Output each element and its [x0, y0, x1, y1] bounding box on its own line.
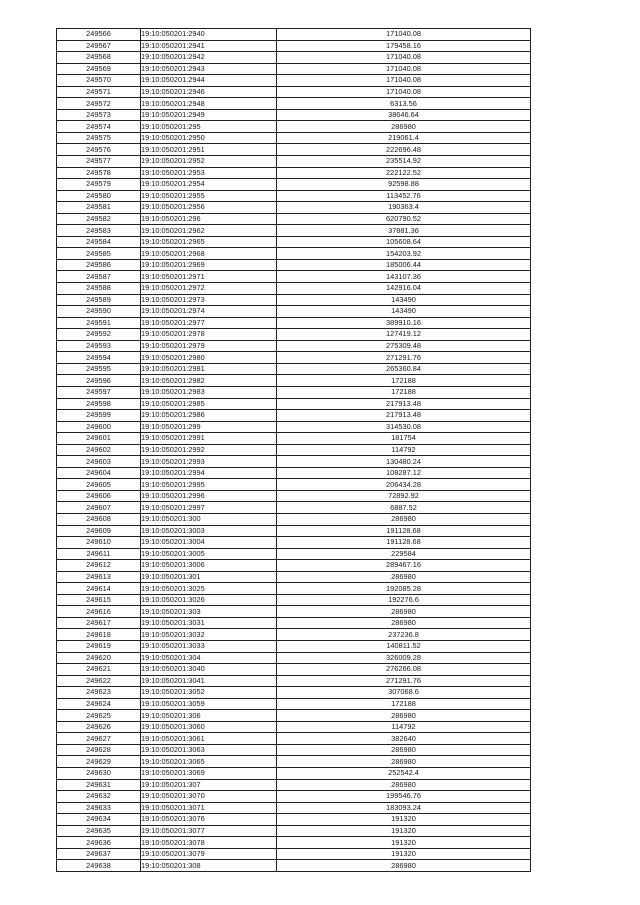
- value-cell: 127419.12: [277, 329, 531, 341]
- cadastral-number-cell: 19:10:050201:3032: [141, 629, 277, 641]
- cadastral-number-cell: 19:10:050201:2996: [141, 490, 277, 502]
- value-cell: 130480.24: [277, 456, 531, 468]
- table-row: [57, 825, 531, 837]
- row-number-cell: 249618: [57, 629, 141, 641]
- value-cell: 6887.52: [277, 502, 531, 514]
- table-row: [57, 617, 531, 629]
- row-number-cell: 249610: [57, 537, 141, 549]
- row-number-cell: 249576: [57, 144, 141, 156]
- cadastral-number-cell: 19:10:050201:2949: [141, 109, 277, 121]
- cadastral-number-cell: 19:10:050201:296: [141, 213, 277, 225]
- row-number-cell: 249578: [57, 167, 141, 179]
- value-cell: 286980: [277, 860, 531, 872]
- cadastral-number-cell: 19:10:050201:2943: [141, 63, 277, 75]
- cadastral-number-cell: 19:10:050201:307: [141, 779, 277, 791]
- cadastral-number-cell: 19:10:050201:2971: [141, 271, 277, 283]
- table-row: [57, 548, 531, 560]
- table-row: [57, 456, 531, 468]
- table-row: [57, 721, 531, 733]
- cadastral-number-cell: 19:10:050201:2992: [141, 444, 277, 456]
- value-cell: 275309.48: [277, 340, 531, 352]
- table-row: [57, 744, 531, 756]
- row-number-cell: 249635: [57, 825, 141, 837]
- cadastral-number-cell: 19:10:050201:3063: [141, 744, 277, 756]
- value-cell: 326009.28: [277, 652, 531, 664]
- value-cell: 171040.08: [277, 63, 531, 75]
- cadastral-number-cell: 19:10:050201:3079: [141, 848, 277, 860]
- value-cell: 219061.4: [277, 132, 531, 144]
- table-row: [57, 848, 531, 860]
- value-cell: 286980: [277, 779, 531, 791]
- value-cell: 314530.08: [277, 421, 531, 433]
- value-cell: 172188: [277, 386, 531, 398]
- table-row: [57, 733, 531, 745]
- cadastral-number-cell: 19:10:050201:3003: [141, 525, 277, 537]
- table-row: [57, 791, 531, 803]
- table-row: [57, 236, 531, 248]
- table-row: [57, 156, 531, 168]
- table-row: [57, 109, 531, 121]
- table-row: [57, 525, 531, 537]
- table-row: [57, 202, 531, 214]
- value-cell: 108287.12: [277, 467, 531, 479]
- value-cell: 171040.08: [277, 75, 531, 87]
- value-cell: 191320: [277, 837, 531, 849]
- value-cell: 191320: [277, 825, 531, 837]
- value-cell: 72892.92: [277, 490, 531, 502]
- row-number-cell: 249577: [57, 156, 141, 168]
- row-number-cell: 249586: [57, 259, 141, 271]
- value-cell: 142916.04: [277, 283, 531, 295]
- table-row: [57, 225, 531, 237]
- row-number-cell: 249587: [57, 271, 141, 283]
- row-number-cell: 249593: [57, 340, 141, 352]
- value-cell: 143490: [277, 294, 531, 306]
- row-number-cell: 249575: [57, 132, 141, 144]
- cadastral-number-cell: 19:10:050201:2993: [141, 456, 277, 468]
- cadastral-number-cell: 19:10:050201:3070: [141, 791, 277, 803]
- row-number-cell: 249620: [57, 652, 141, 664]
- cadastral-number-cell: 19:10:050201:301: [141, 571, 277, 583]
- value-cell: 286980: [277, 121, 531, 133]
- table-row: [57, 167, 531, 179]
- table-row: [57, 386, 531, 398]
- cadastral-number-cell: 19:10:050201:2942: [141, 52, 277, 64]
- value-cell: 265360.84: [277, 363, 531, 375]
- row-number-cell: 249607: [57, 502, 141, 514]
- value-cell: 191128.68: [277, 525, 531, 537]
- cadastral-number-cell: 19:10:050201:2965: [141, 236, 277, 248]
- table-row: [57, 352, 531, 364]
- table-row: [57, 479, 531, 491]
- value-cell: 276266.08: [277, 664, 531, 676]
- value-cell: 143107.36: [277, 271, 531, 283]
- table-row: [57, 560, 531, 572]
- table-row: [57, 179, 531, 191]
- cadastral-number-cell: 19:10:050201:2952: [141, 156, 277, 168]
- cadastral-number-cell: 19:10:050201:3005: [141, 548, 277, 560]
- row-number-cell: 249637: [57, 848, 141, 860]
- row-number-cell: 249624: [57, 698, 141, 710]
- table-row: [57, 190, 531, 202]
- value-cell: 252542.4: [277, 768, 531, 780]
- cadastral-number-cell: 19:10:050201:2978: [141, 329, 277, 341]
- row-number-cell: 249570: [57, 75, 141, 87]
- cadastral-number-cell: 19:10:050201:3061: [141, 733, 277, 745]
- value-cell: 191128.68: [277, 537, 531, 549]
- cadastral-number-cell: 19:10:050201:2994: [141, 467, 277, 479]
- row-number-cell: 249626: [57, 721, 141, 733]
- row-number-cell: 249636: [57, 837, 141, 849]
- row-number-cell: 249606: [57, 490, 141, 502]
- value-cell: 229584: [277, 548, 531, 560]
- cadastral-number-cell: 19:10:050201:3069: [141, 768, 277, 780]
- table-row: [57, 317, 531, 329]
- row-number-cell: 249628: [57, 744, 141, 756]
- value-cell: 154203.92: [277, 248, 531, 260]
- value-cell: 237236.8: [277, 629, 531, 641]
- row-number-cell: 249619: [57, 640, 141, 652]
- row-number-cell: 249574: [57, 121, 141, 133]
- table-row: [57, 606, 531, 618]
- row-number-cell: 249592: [57, 329, 141, 341]
- row-number-cell: 249584: [57, 236, 141, 248]
- value-cell: 389910.16: [277, 317, 531, 329]
- row-number-cell: 249621: [57, 664, 141, 676]
- row-number-cell: 249595: [57, 363, 141, 375]
- value-cell: 620790.52: [277, 213, 531, 225]
- cadastral-number-cell: 19:10:050201:3026: [141, 594, 277, 606]
- table-row: [57, 583, 531, 595]
- cadastral-number-cell: 19:10:050201:2986: [141, 410, 277, 422]
- row-number-cell: 249598: [57, 398, 141, 410]
- value-cell: 235514.92: [277, 156, 531, 168]
- value-cell: 37881.36: [277, 225, 531, 237]
- value-cell: 185006.44: [277, 259, 531, 271]
- row-number-cell: 249625: [57, 710, 141, 722]
- cadastral-number-cell: 19:10:050201:2962: [141, 225, 277, 237]
- table-row: [57, 271, 531, 283]
- cadastral-number-cell: 19:10:050201:3065: [141, 756, 277, 768]
- cadastral-number-cell: 19:10:050201:2968: [141, 248, 277, 260]
- row-number-cell: 249629: [57, 756, 141, 768]
- value-cell: 114792: [277, 444, 531, 456]
- cadastral-number-cell: 19:10:050201:3041: [141, 675, 277, 687]
- cadastral-number-cell: 19:10:050201:2972: [141, 283, 277, 295]
- value-cell: 286980: [277, 744, 531, 756]
- cadastral-number-cell: 19:10:050201:2997: [141, 502, 277, 514]
- row-number-cell: 249591: [57, 317, 141, 329]
- cadastral-number-cell: 19:10:050201:3040: [141, 664, 277, 676]
- value-cell: 206434.28: [277, 479, 531, 491]
- value-cell: 105608.64: [277, 236, 531, 248]
- value-cell: 382640: [277, 733, 531, 745]
- cadastral-number-cell: 19:10:050201:2981: [141, 363, 277, 375]
- row-number-cell: 249623: [57, 687, 141, 699]
- row-number-cell: 249613: [57, 571, 141, 583]
- table-row: [57, 698, 531, 710]
- table-row: [57, 860, 531, 872]
- table-row: [57, 132, 531, 144]
- value-cell: 179458.16: [277, 40, 531, 52]
- cadastral-number-cell: 19:10:050201:2946: [141, 86, 277, 98]
- row-number-cell: 249599: [57, 410, 141, 422]
- cadastral-number-cell: 19:10:050201:3052: [141, 687, 277, 699]
- table-row: [57, 802, 531, 814]
- cadastral-value-table: [56, 28, 531, 872]
- value-cell: 191320: [277, 848, 531, 860]
- table-row: [57, 421, 531, 433]
- row-number-cell: 249566: [57, 29, 141, 41]
- cadastral-number-cell: 19:10:050201:2969: [141, 259, 277, 271]
- value-cell: 192085.28: [277, 583, 531, 595]
- table-row: [57, 398, 531, 410]
- cadastral-number-cell: 19:10:050201:2948: [141, 98, 277, 110]
- row-number-cell: 249615: [57, 594, 141, 606]
- row-number-cell: 249605: [57, 479, 141, 491]
- table-row: [57, 29, 531, 41]
- table-row: [57, 213, 531, 225]
- value-cell: 286980: [277, 710, 531, 722]
- value-cell: 113452.76: [277, 190, 531, 202]
- row-number-cell: 249581: [57, 202, 141, 214]
- table-row: [57, 75, 531, 87]
- table-row: [57, 363, 531, 375]
- row-number-cell: 249590: [57, 306, 141, 318]
- row-number-cell: 249597: [57, 386, 141, 398]
- value-cell: 222696.48: [277, 144, 531, 156]
- cadastral-number-cell: 19:10:050201:3033: [141, 640, 277, 652]
- table-row: [57, 248, 531, 260]
- cadastral-number-cell: 19:10:050201:2974: [141, 306, 277, 318]
- table-row: [57, 687, 531, 699]
- cadastral-number-cell: 19:10:050201:2979: [141, 340, 277, 352]
- table-row: [57, 410, 531, 422]
- cadastral-number-cell: 19:10:050201:2982: [141, 375, 277, 387]
- row-number-cell: 249589: [57, 294, 141, 306]
- value-cell: 271291.76: [277, 352, 531, 364]
- value-cell: 6313.56: [277, 98, 531, 110]
- value-cell: 171040.08: [277, 52, 531, 64]
- table-row: [57, 675, 531, 687]
- row-number-cell: 249594: [57, 352, 141, 364]
- cadastral-number-cell: 19:10:050201:2956: [141, 202, 277, 214]
- cadastral-number-cell: 19:10:050201:2940: [141, 29, 277, 41]
- value-cell: 92598.88: [277, 179, 531, 191]
- row-number-cell: 249627: [57, 733, 141, 745]
- row-number-cell: 249612: [57, 560, 141, 572]
- value-cell: 114792: [277, 721, 531, 733]
- row-number-cell: 249569: [57, 63, 141, 75]
- table-row: [57, 594, 531, 606]
- row-number-cell: 249601: [57, 433, 141, 445]
- cadastral-number-cell: 19:10:050201:3031: [141, 617, 277, 629]
- value-cell: 190363.4: [277, 202, 531, 214]
- cadastral-number-cell: 19:10:050201:303: [141, 606, 277, 618]
- row-number-cell: 249614: [57, 583, 141, 595]
- cadastral-number-cell: 19:10:050201:300: [141, 513, 277, 525]
- table-row: [57, 814, 531, 826]
- cadastral-number-cell: 19:10:050201:2950: [141, 132, 277, 144]
- row-number-cell: 249638: [57, 860, 141, 872]
- table-row: [57, 640, 531, 652]
- value-cell: 217913.48: [277, 398, 531, 410]
- table-row: [57, 63, 531, 75]
- row-number-cell: 249634: [57, 814, 141, 826]
- cadastral-number-cell: 19:10:050201:3006: [141, 560, 277, 572]
- value-cell: 222122.52: [277, 167, 531, 179]
- cadastral-number-cell: 19:10:050201:2983: [141, 386, 277, 398]
- cadastral-number-cell: 19:10:050201:308: [141, 860, 277, 872]
- table-row: [57, 259, 531, 271]
- table-row: [57, 306, 531, 318]
- value-cell: 172188: [277, 375, 531, 387]
- table-row: [57, 537, 531, 549]
- value-cell: 171040.08: [277, 29, 531, 41]
- value-cell: 192276.6: [277, 594, 531, 606]
- row-number-cell: 249600: [57, 421, 141, 433]
- cadastral-number-cell: 19:10:050201:299: [141, 421, 277, 433]
- table-row: [57, 768, 531, 780]
- cadastral-number-cell: 19:10:050201:3025: [141, 583, 277, 595]
- table-row: [57, 294, 531, 306]
- row-number-cell: 249580: [57, 190, 141, 202]
- cadastral-number-cell: 19:10:050201:2977: [141, 317, 277, 329]
- value-cell: 171040.08: [277, 86, 531, 98]
- value-cell: 38646.64: [277, 109, 531, 121]
- cadastral-number-cell: 19:10:050201:2980: [141, 352, 277, 364]
- table-row: [57, 329, 531, 341]
- row-number-cell: 249568: [57, 52, 141, 64]
- table-row: [57, 837, 531, 849]
- row-number-cell: 249616: [57, 606, 141, 618]
- value-cell: 181754: [277, 433, 531, 445]
- row-number-cell: 249604: [57, 467, 141, 479]
- row-number-cell: 249603: [57, 456, 141, 468]
- table-row: [57, 490, 531, 502]
- cadastral-number-cell: 19:10:050201:3071: [141, 802, 277, 814]
- cadastral-number-cell: 19:10:050201:306: [141, 710, 277, 722]
- table-row: [57, 375, 531, 387]
- row-number-cell: 249573: [57, 109, 141, 121]
- row-number-cell: 249617: [57, 617, 141, 629]
- value-cell: 271291.76: [277, 675, 531, 687]
- table-row: [57, 444, 531, 456]
- cadastral-number-cell: 19:10:050201:3004: [141, 537, 277, 549]
- row-number-cell: 249572: [57, 98, 141, 110]
- cadastral-number-cell: 19:10:050201:2953: [141, 167, 277, 179]
- table-row: [57, 144, 531, 156]
- value-cell: 286980: [277, 571, 531, 583]
- cadastral-number-cell: 19:10:050201:2955: [141, 190, 277, 202]
- cadastral-number-cell: 19:10:050201:3078: [141, 837, 277, 849]
- table-row: [57, 86, 531, 98]
- row-number-cell: 249588: [57, 283, 141, 295]
- value-cell: 286980: [277, 756, 531, 768]
- table-row: [57, 756, 531, 768]
- row-number-cell: 249571: [57, 86, 141, 98]
- value-cell: 217913.48: [277, 410, 531, 422]
- cadastral-number-cell: 19:10:050201:3059: [141, 698, 277, 710]
- row-number-cell: 249609: [57, 525, 141, 537]
- cadastral-number-cell: 19:10:050201:2944: [141, 75, 277, 87]
- row-number-cell: 249630: [57, 768, 141, 780]
- table-row: [57, 513, 531, 525]
- table-row: [57, 283, 531, 295]
- table-row: [57, 629, 531, 641]
- row-number-cell: 249622: [57, 675, 141, 687]
- cadastral-number-cell: 19:10:050201:3060: [141, 721, 277, 733]
- row-number-cell: 249633: [57, 802, 141, 814]
- cadastral-number-cell: 19:10:050201:2985: [141, 398, 277, 410]
- row-number-cell: 249583: [57, 225, 141, 237]
- table-row: [57, 121, 531, 133]
- cadastral-number-cell: 19:10:050201:3076: [141, 814, 277, 826]
- value-cell: 140811.52: [277, 640, 531, 652]
- cadastral-number-cell: 19:10:050201:2991: [141, 433, 277, 445]
- table-body: [57, 29, 531, 872]
- value-cell: 286980: [277, 617, 531, 629]
- cadastral-number-cell: 19:10:050201:2954: [141, 179, 277, 191]
- cadastral-number-cell: 19:10:050201:2995: [141, 479, 277, 491]
- cadastral-number-cell: 19:10:050201:3077: [141, 825, 277, 837]
- cadastral-number-cell: 19:10:050201:2973: [141, 294, 277, 306]
- row-number-cell: 249602: [57, 444, 141, 456]
- cadastral-number-cell: 19:10:050201:304: [141, 652, 277, 664]
- cadastral-number-cell: 19:10:050201:2951: [141, 144, 277, 156]
- table-row: [57, 40, 531, 52]
- row-number-cell: 249567: [57, 40, 141, 52]
- row-number-cell: 249631: [57, 779, 141, 791]
- value-cell: 199546.76: [277, 791, 531, 803]
- cadastral-number-cell: 19:10:050201:2941: [141, 40, 277, 52]
- row-number-cell: 249632: [57, 791, 141, 803]
- table-row: [57, 710, 531, 722]
- value-cell: 307068.6: [277, 687, 531, 699]
- cadastral-number-cell: 19:10:050201:295: [141, 121, 277, 133]
- value-cell: 286980: [277, 513, 531, 525]
- row-number-cell: 249579: [57, 179, 141, 191]
- row-number-cell: 249608: [57, 513, 141, 525]
- table-row: [57, 98, 531, 110]
- table-row: [57, 433, 531, 445]
- table-row: [57, 652, 531, 664]
- value-cell: 191320: [277, 814, 531, 826]
- value-cell: 183093.24: [277, 802, 531, 814]
- row-number-cell: 249611: [57, 548, 141, 560]
- table-row: [57, 664, 531, 676]
- table-row: [57, 467, 531, 479]
- table-row: [57, 340, 531, 352]
- value-cell: 289467.16: [277, 560, 531, 572]
- value-cell: 286980: [277, 606, 531, 618]
- table-row: [57, 779, 531, 791]
- table-row: [57, 502, 531, 514]
- table-row: [57, 571, 531, 583]
- document-page: [56, 28, 530, 872]
- table-row: [57, 52, 531, 64]
- row-number-cell: 249585: [57, 248, 141, 260]
- row-number-cell: 249582: [57, 213, 141, 225]
- value-cell: 172188: [277, 698, 531, 710]
- value-cell: 143490: [277, 306, 531, 318]
- row-number-cell: 249596: [57, 375, 141, 387]
